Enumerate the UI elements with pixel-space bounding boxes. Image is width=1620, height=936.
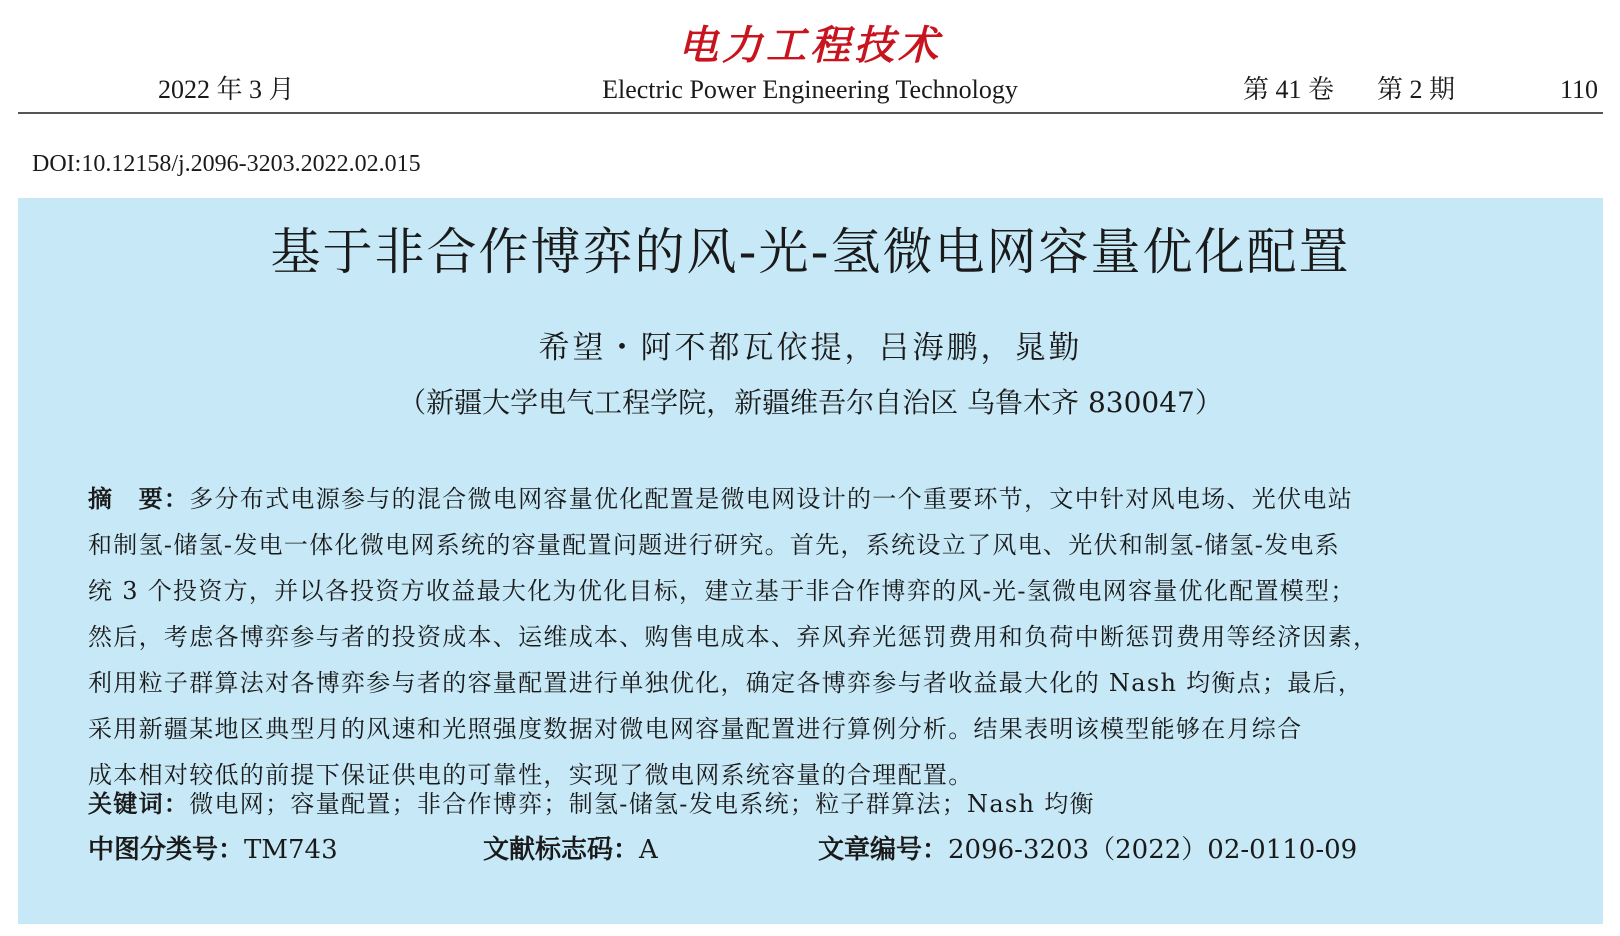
volume-number: 第 41 卷 bbox=[1243, 75, 1335, 104]
page-number: 110 bbox=[1559, 75, 1598, 104]
clc-value: TM743 bbox=[244, 835, 338, 865]
paper-title: 基于非合作博弈的风-光-氢微电网容量优化配置 bbox=[270, 223, 1351, 281]
document-code bbox=[483, 830, 658, 870]
keywords bbox=[88, 786, 1095, 822]
abstract-text: 多分布式电源参与的混合微电网容量优化配置是微电网设计的一个重要环节，文中针对风电场、光伏电站 bbox=[189, 485, 1353, 513]
issue-number: 第 2 期 bbox=[1377, 75, 1456, 104]
journal-logo-title: 电力工程技术 bbox=[678, 22, 942, 69]
abstract-line: 然后，考虑各博弈参与者的投资成本、运维成本、购售电成本、弃风弃光惩罚费用和负荷中断惩罚费用等经济因素， bbox=[88, 623, 1379, 651]
document-code-label: 文献标志码： bbox=[483, 835, 640, 865]
journal-header bbox=[0, 70, 1620, 110]
abstract-line bbox=[88, 476, 1546, 522]
abstract-label: 摘 要： bbox=[88, 485, 190, 513]
journal-english-title: Electric Power Engineering Technology bbox=[602, 75, 1018, 104]
clc-label: 中图分类号： bbox=[88, 835, 245, 865]
document-code-value: A bbox=[639, 835, 658, 865]
abstract-body bbox=[88, 476, 1546, 798]
abstract-line: 利用粒子群算法对各博弈参与者的容量配置进行单独优化，确定各博弈参与者收益最大化的 Nash 均衡点；最后， bbox=[88, 669, 1364, 697]
article-number-value: 2096-3203（2022）02-0110-09 bbox=[948, 835, 1358, 865]
clc-number bbox=[88, 830, 338, 870]
author-affiliation: （新疆大学电气工程学院，新疆维吾尔自治区 乌鲁木齐 830047） bbox=[398, 386, 1223, 419]
classification-row bbox=[18, 830, 1603, 870]
header-divider bbox=[18, 112, 1603, 114]
article-number-label: 文章编号： bbox=[818, 835, 949, 865]
keywords-label: 关键词： bbox=[88, 790, 190, 818]
keywords-text: 微电网；容量配置；非合作博弈；制氢-储氢-发电系统；粒子群算法；Nash 均衡 bbox=[189, 790, 1095, 818]
abstract-line: 采用新疆某地区典型月的风速和光照强度数据对微电网容量配置进行算例分析。结果表明该模型能够在月综合 bbox=[88, 715, 1303, 743]
abstract-line: 成本相对较低的前提下保证供电的可靠性，实现了微电网系统容量的合理配置。 bbox=[88, 761, 974, 789]
abstract-panel bbox=[18, 198, 1603, 924]
abstract-line: 和制氢-储氢-发电一体化微电网系统的容量配置问题进行研究。首先，系统设立了风电、光伏和制氢-储氢-发电系 bbox=[88, 531, 1341, 559]
paper-authors: 希望・阿不都瓦依提，吕海鹏，晁勤 bbox=[538, 330, 1083, 366]
article-number bbox=[818, 830, 1357, 870]
abstract-line: 统 3 个投资方，并以各投资方收益最大化为优化目标，建立基于非合作博弈的风-光-氢微电网容量优化配置模型； bbox=[88, 577, 1356, 605]
issue-date: 2022 年 3 月 bbox=[158, 75, 295, 104]
doi[interactable]: DOI:10.12158/j.2096-3203.2022.02.015 bbox=[32, 151, 421, 177]
